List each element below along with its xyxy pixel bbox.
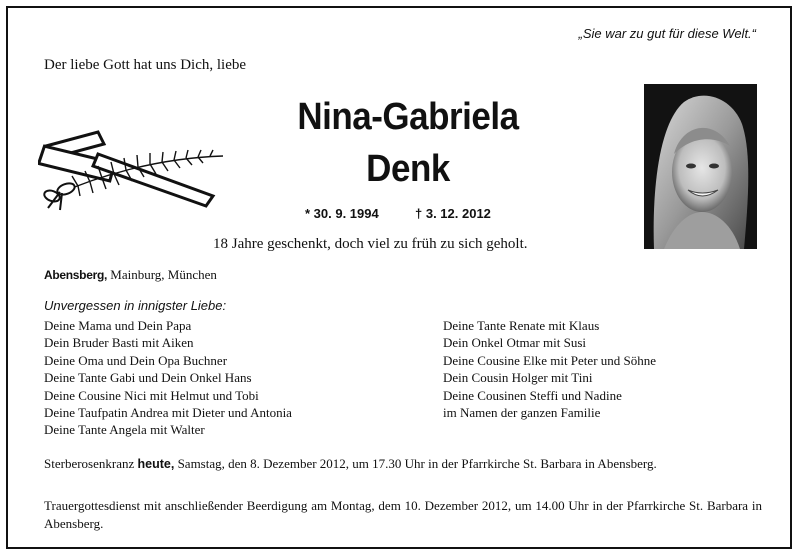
list-item: Dein Onkel Otmar mit Susi xyxy=(443,335,586,351)
rosary-today: heute, xyxy=(137,457,175,471)
intro-line: Der liebe Gott hat uns Dich, liebe xyxy=(44,57,247,73)
cross-with-palm-icon xyxy=(38,126,223,211)
years-line: 18 Jahre geschenkt, doch viel zu früh zu sich geholt. xyxy=(213,236,528,252)
rosary-announcement xyxy=(44,455,762,474)
mourners-right-column xyxy=(443,317,656,421)
place-rest: Mainburg, München xyxy=(107,267,217,282)
birth-date: * 30. 9. 1994 xyxy=(305,206,379,221)
mourners-heading: Unvergessen in innigster Liebe: xyxy=(44,298,227,313)
list-item: Deine Cousinen Steffi und Nadine xyxy=(443,387,622,403)
obituary-notice xyxy=(6,6,792,549)
place-bold: Abensberg, xyxy=(44,268,108,282)
list-item: Deine Tante Renate mit Klaus xyxy=(443,318,600,333)
mourners-left-column xyxy=(44,317,292,439)
list-item: Deine Cousine Elke mit Peter und Söhne xyxy=(443,352,657,368)
portrait-photo xyxy=(644,84,757,249)
list-item: im Namen der ganzen Familie xyxy=(443,405,601,421)
list-item: Deine Taufpatin Andrea mit Dieter und Antonia xyxy=(44,405,292,421)
quote: „Sie war zu gut für diese Welt.“ xyxy=(578,26,756,41)
list-item: Deine Tante Gabi und Dein Onkel Hans xyxy=(44,370,252,386)
list-item: Deine Oma und Dein Opa Buchner xyxy=(44,352,228,368)
deceased-last-name: Denk xyxy=(366,148,450,190)
rosary-after: Samstag, den 8. Dezember 2012, um 17.30 Uhr in der Pfarrkirche St. Barbara in Abensberg. xyxy=(174,456,657,471)
list-item: Deine Cousine Nici mit Helmut und Tobi xyxy=(44,387,259,403)
list-item: Dein Bruder Basti mit Aiken xyxy=(44,335,194,351)
list-item: Deine Mama und Dein Papa xyxy=(44,318,192,333)
funeral-announcement: Trauergottesdienst mit anschließender Beerdigung am Montag, dem 10. Dezember 2012, um 14.00 Uhr in der Pfarrkirche St. Barbara in Abensberg. xyxy=(44,498,762,531)
list-item: Deine Tante Angela mit Walter xyxy=(44,422,205,438)
rosary-before: Sterberosenkranz xyxy=(44,456,138,471)
list-item: Dein Cousin Holger mit Tini xyxy=(443,370,593,386)
death-date: † 3. 12. 2012 xyxy=(415,206,491,221)
places-line xyxy=(44,267,217,283)
deceased-first-name: Nina-Gabriela xyxy=(297,96,519,138)
